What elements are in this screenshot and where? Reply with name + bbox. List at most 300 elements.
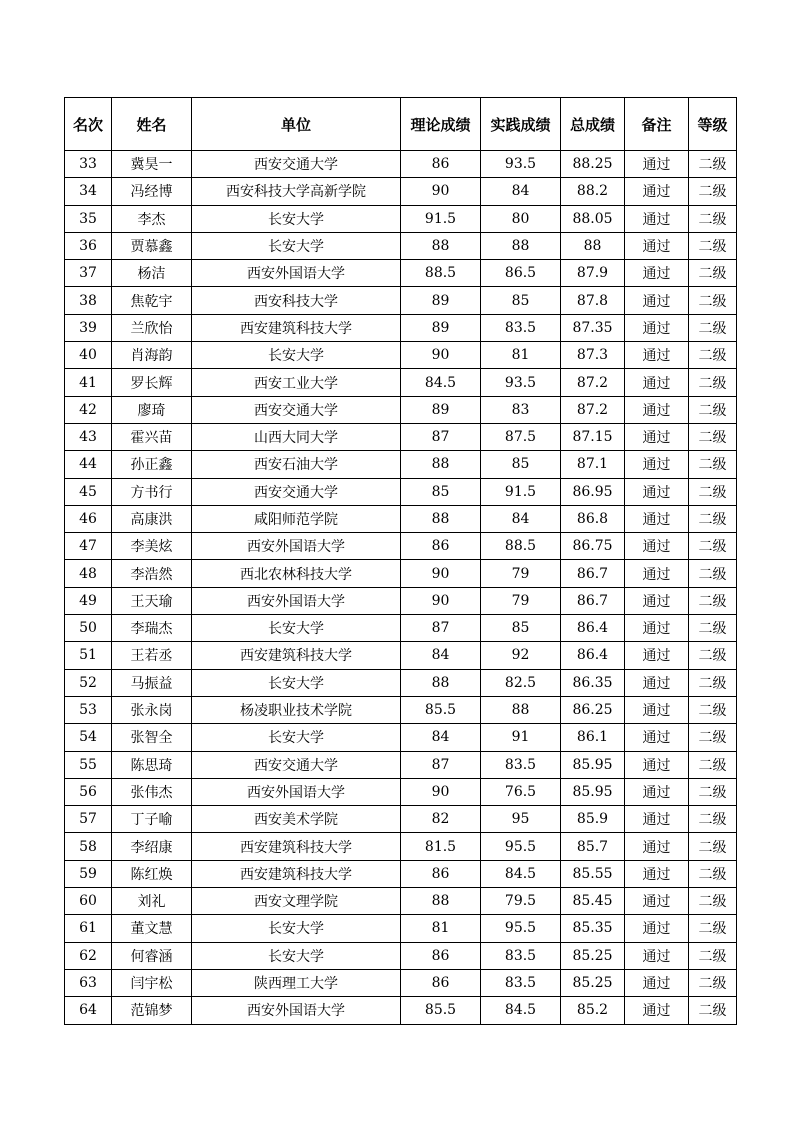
table-row xyxy=(65,615,737,642)
cell-name: 陈思琦 xyxy=(112,751,192,778)
cell-theory-score: 85.5 xyxy=(401,997,481,1024)
cell-practice-score: 84 xyxy=(481,505,561,532)
cell-theory-score: 88.5 xyxy=(401,260,481,287)
cell-theory-score: 84 xyxy=(401,724,481,751)
cell-rank: 64 xyxy=(65,997,112,1024)
cell-unit: 西安交通大学 xyxy=(192,151,401,178)
cell-level: 二级 xyxy=(689,314,737,341)
cell-total-score: 88.05 xyxy=(561,205,625,232)
cell-theory-score: 89 xyxy=(401,314,481,341)
cell-rank: 42 xyxy=(65,396,112,423)
cell-total-score: 87.35 xyxy=(561,314,625,341)
cell-name: 焦乾宇 xyxy=(112,287,192,314)
table-row xyxy=(65,696,737,723)
cell-unit: 长安大学 xyxy=(192,232,401,259)
table-row xyxy=(65,369,737,396)
cell-rank: 39 xyxy=(65,314,112,341)
cell-name: 张伟杰 xyxy=(112,778,192,805)
cell-rank: 35 xyxy=(65,205,112,232)
cell-name: 刘礼 xyxy=(112,888,192,915)
cell-level: 二级 xyxy=(689,696,737,723)
cell-rank: 58 xyxy=(65,833,112,860)
table-row xyxy=(65,587,737,614)
cell-total-score: 86.75 xyxy=(561,533,625,560)
cell-name: 孙正鑫 xyxy=(112,451,192,478)
cell-practice-score: 88 xyxy=(481,696,561,723)
table-header xyxy=(65,98,737,151)
cell-unit: 杨凌职业技术学院 xyxy=(192,696,401,723)
cell-unit: 西安建筑科技大学 xyxy=(192,314,401,341)
cell-remark: 通过 xyxy=(625,396,689,423)
table-row xyxy=(65,969,737,996)
table-row xyxy=(65,423,737,450)
cell-remark: 通过 xyxy=(625,751,689,778)
cell-name: 李美炫 xyxy=(112,533,192,560)
cell-total-score: 86.95 xyxy=(561,478,625,505)
cell-level: 二级 xyxy=(689,478,737,505)
cell-total-score: 86.25 xyxy=(561,696,625,723)
cell-theory-score: 90 xyxy=(401,178,481,205)
table-row xyxy=(65,669,737,696)
cell-name: 王天瑜 xyxy=(112,587,192,614)
cell-practice-score: 83 xyxy=(481,396,561,423)
cell-unit: 西安科技大学 xyxy=(192,287,401,314)
cell-practice-score: 83.5 xyxy=(481,969,561,996)
cell-total-score: 85.9 xyxy=(561,806,625,833)
cell-level: 二级 xyxy=(689,178,737,205)
cell-remark: 通过 xyxy=(625,505,689,532)
cell-name: 李瑞杰 xyxy=(112,615,192,642)
cell-practice-score: 84.5 xyxy=(481,997,561,1024)
cell-level: 二级 xyxy=(689,369,737,396)
cell-rank: 62 xyxy=(65,942,112,969)
cell-unit: 西安交通大学 xyxy=(192,751,401,778)
cell-remark: 通过 xyxy=(625,451,689,478)
cell-practice-score: 84 xyxy=(481,178,561,205)
cell-theory-score: 89 xyxy=(401,396,481,423)
cell-rank: 48 xyxy=(65,560,112,587)
cell-theory-score: 90 xyxy=(401,778,481,805)
cell-total-score: 86.7 xyxy=(561,587,625,614)
cell-theory-score: 91.5 xyxy=(401,205,481,232)
cell-practice-score: 85 xyxy=(481,451,561,478)
table-row xyxy=(65,533,737,560)
table-body xyxy=(65,151,737,1025)
header-unit: 单位 xyxy=(192,98,401,151)
cell-rank: 49 xyxy=(65,587,112,614)
cell-unit: 西安交通大学 xyxy=(192,478,401,505)
cell-total-score: 86.8 xyxy=(561,505,625,532)
cell-name: 高康洪 xyxy=(112,505,192,532)
cell-total-score: 86.4 xyxy=(561,642,625,669)
cell-name: 李杰 xyxy=(112,205,192,232)
cell-theory-score: 87 xyxy=(401,423,481,450)
cell-level: 二级 xyxy=(689,778,737,805)
cell-remark: 通过 xyxy=(625,969,689,996)
cell-name: 廖琦 xyxy=(112,396,192,423)
cell-unit: 西安建筑科技大学 xyxy=(192,833,401,860)
cell-rank: 52 xyxy=(65,669,112,696)
cell-total-score: 85.25 xyxy=(561,969,625,996)
cell-name: 闫宇松 xyxy=(112,969,192,996)
header-level: 等级 xyxy=(689,98,737,151)
cell-practice-score: 82.5 xyxy=(481,669,561,696)
table-row xyxy=(65,178,737,205)
table-row xyxy=(65,888,737,915)
cell-unit: 长安大学 xyxy=(192,342,401,369)
cell-theory-score: 90 xyxy=(401,587,481,614)
cell-total-score: 85.2 xyxy=(561,997,625,1024)
cell-total-score: 85.35 xyxy=(561,915,625,942)
cell-name: 罗长辉 xyxy=(112,369,192,396)
cell-level: 二级 xyxy=(689,260,737,287)
cell-practice-score: 83.5 xyxy=(481,314,561,341)
cell-remark: 通过 xyxy=(625,533,689,560)
table-row xyxy=(65,778,737,805)
cell-level: 二级 xyxy=(689,615,737,642)
cell-remark: 通过 xyxy=(625,860,689,887)
cell-practice-score: 76.5 xyxy=(481,778,561,805)
cell-rank: 61 xyxy=(65,915,112,942)
cell-practice-score: 93.5 xyxy=(481,369,561,396)
cell-remark: 通过 xyxy=(625,178,689,205)
cell-remark: 通过 xyxy=(625,423,689,450)
cell-unit: 西安建筑科技大学 xyxy=(192,642,401,669)
cell-level: 二级 xyxy=(689,669,737,696)
cell-practice-score: 88.5 xyxy=(481,533,561,560)
cell-practice-score: 95.5 xyxy=(481,833,561,860)
table-row xyxy=(65,342,737,369)
cell-theory-score: 86 xyxy=(401,151,481,178)
table-row xyxy=(65,314,737,341)
cell-total-score: 88.25 xyxy=(561,151,625,178)
cell-practice-score: 85 xyxy=(481,615,561,642)
table-row xyxy=(65,205,737,232)
cell-practice-score: 81 xyxy=(481,342,561,369)
cell-unit: 西安外国语大学 xyxy=(192,260,401,287)
cell-remark: 通过 xyxy=(625,369,689,396)
table-row xyxy=(65,260,737,287)
header-practice-score: 实践成绩 xyxy=(481,98,561,151)
table-row xyxy=(65,151,737,178)
cell-remark: 通过 xyxy=(625,287,689,314)
cell-name: 何睿涵 xyxy=(112,942,192,969)
cell-level: 二级 xyxy=(689,151,737,178)
cell-total-score: 87.1 xyxy=(561,451,625,478)
cell-rank: 51 xyxy=(65,642,112,669)
cell-theory-score: 88 xyxy=(401,232,481,259)
cell-level: 二级 xyxy=(689,915,737,942)
cell-name: 冯经博 xyxy=(112,178,192,205)
cell-unit: 西安科技大学高新学院 xyxy=(192,178,401,205)
cell-remark: 通过 xyxy=(625,342,689,369)
cell-total-score: 86.7 xyxy=(561,560,625,587)
results-table xyxy=(64,97,737,1025)
cell-theory-score: 86 xyxy=(401,533,481,560)
table-row xyxy=(65,997,737,1024)
cell-rank: 36 xyxy=(65,232,112,259)
cell-level: 二级 xyxy=(689,724,737,751)
cell-rank: 40 xyxy=(65,342,112,369)
cell-total-score: 86.4 xyxy=(561,615,625,642)
cell-practice-score: 88 xyxy=(481,232,561,259)
cell-practice-score: 84.5 xyxy=(481,860,561,887)
cell-theory-score: 88 xyxy=(401,888,481,915)
cell-remark: 通过 xyxy=(625,560,689,587)
table-row xyxy=(65,833,737,860)
cell-practice-score: 80 xyxy=(481,205,561,232)
cell-remark: 通过 xyxy=(625,615,689,642)
table-row xyxy=(65,451,737,478)
cell-rank: 41 xyxy=(65,369,112,396)
cell-rank: 45 xyxy=(65,478,112,505)
cell-name: 贾慕鑫 xyxy=(112,232,192,259)
cell-unit: 西安外国语大学 xyxy=(192,997,401,1024)
table-row xyxy=(65,396,737,423)
cell-level: 二级 xyxy=(689,451,737,478)
cell-rank: 43 xyxy=(65,423,112,450)
table-row xyxy=(65,287,737,314)
header-theory-score: 理论成绩 xyxy=(401,98,481,151)
cell-level: 二级 xyxy=(689,833,737,860)
cell-unit: 西安美术学院 xyxy=(192,806,401,833)
cell-remark: 通过 xyxy=(625,478,689,505)
cell-practice-score: 86.5 xyxy=(481,260,561,287)
cell-remark: 通过 xyxy=(625,997,689,1024)
table-row xyxy=(65,505,737,532)
cell-name: 范锦梦 xyxy=(112,997,192,1024)
cell-level: 二级 xyxy=(689,587,737,614)
header-rank: 名次 xyxy=(65,98,112,151)
cell-practice-score: 95.5 xyxy=(481,915,561,942)
cell-practice-score: 92 xyxy=(481,642,561,669)
cell-level: 二级 xyxy=(689,560,737,587)
cell-name: 马振益 xyxy=(112,669,192,696)
cell-rank: 38 xyxy=(65,287,112,314)
header-name: 姓名 xyxy=(112,98,192,151)
cell-total-score: 86.1 xyxy=(561,724,625,751)
cell-unit: 长安大学 xyxy=(192,942,401,969)
cell-rank: 53 xyxy=(65,696,112,723)
cell-level: 二级 xyxy=(689,942,737,969)
cell-remark: 通过 xyxy=(625,915,689,942)
cell-level: 二级 xyxy=(689,232,737,259)
cell-practice-score: 79 xyxy=(481,560,561,587)
cell-remark: 通过 xyxy=(625,724,689,751)
cell-rank: 55 xyxy=(65,751,112,778)
cell-level: 二级 xyxy=(689,860,737,887)
cell-name: 兰欣怡 xyxy=(112,314,192,341)
cell-remark: 通过 xyxy=(625,669,689,696)
cell-remark: 通过 xyxy=(625,314,689,341)
cell-practice-score: 79 xyxy=(481,587,561,614)
table-row xyxy=(65,751,737,778)
cell-unit: 西安石油大学 xyxy=(192,451,401,478)
cell-name: 李绍康 xyxy=(112,833,192,860)
cell-remark: 通过 xyxy=(625,642,689,669)
cell-theory-score: 87 xyxy=(401,751,481,778)
cell-level: 二级 xyxy=(689,287,737,314)
cell-name: 王若丞 xyxy=(112,642,192,669)
cell-unit: 长安大学 xyxy=(192,724,401,751)
cell-unit: 西安交通大学 xyxy=(192,396,401,423)
cell-level: 二级 xyxy=(689,423,737,450)
cell-total-score: 85.95 xyxy=(561,778,625,805)
cell-theory-score: 85 xyxy=(401,478,481,505)
cell-unit: 西安建筑科技大学 xyxy=(192,860,401,887)
cell-practice-score: 79.5 xyxy=(481,888,561,915)
cell-remark: 通过 xyxy=(625,587,689,614)
cell-rank: 60 xyxy=(65,888,112,915)
cell-practice-score: 83.5 xyxy=(481,942,561,969)
cell-unit: 长安大学 xyxy=(192,205,401,232)
table-row xyxy=(65,860,737,887)
cell-rank: 46 xyxy=(65,505,112,532)
cell-theory-score: 90 xyxy=(401,342,481,369)
cell-total-score: 88 xyxy=(561,232,625,259)
cell-unit: 咸阳师范学院 xyxy=(192,505,401,532)
cell-name: 张智全 xyxy=(112,724,192,751)
cell-name: 肖海韵 xyxy=(112,342,192,369)
cell-unit: 西北农林科技大学 xyxy=(192,560,401,587)
cell-unit: 长安大学 xyxy=(192,615,401,642)
cell-theory-score: 88 xyxy=(401,451,481,478)
cell-unit: 西安外国语大学 xyxy=(192,778,401,805)
cell-remark: 通过 xyxy=(625,205,689,232)
cell-unit: 西安外国语大学 xyxy=(192,587,401,614)
cell-rank: 57 xyxy=(65,806,112,833)
cell-total-score: 87.15 xyxy=(561,423,625,450)
cell-theory-score: 90 xyxy=(401,560,481,587)
cell-total-score: 87.9 xyxy=(561,260,625,287)
cell-level: 二级 xyxy=(689,806,737,833)
cell-name: 杨洁 xyxy=(112,260,192,287)
cell-practice-score: 91.5 xyxy=(481,478,561,505)
cell-level: 二级 xyxy=(689,969,737,996)
cell-theory-score: 88 xyxy=(401,505,481,532)
table-row xyxy=(65,642,737,669)
cell-name: 丁子喻 xyxy=(112,806,192,833)
cell-unit: 陕西理工大学 xyxy=(192,969,401,996)
cell-remark: 通过 xyxy=(625,696,689,723)
cell-name: 冀昊一 xyxy=(112,151,192,178)
cell-level: 二级 xyxy=(689,342,737,369)
table-row xyxy=(65,942,737,969)
cell-rank: 56 xyxy=(65,778,112,805)
cell-rank: 33 xyxy=(65,151,112,178)
cell-theory-score: 81.5 xyxy=(401,833,481,860)
cell-level: 二级 xyxy=(689,533,737,560)
cell-remark: 通过 xyxy=(625,260,689,287)
cell-rank: 34 xyxy=(65,178,112,205)
cell-name: 李浩然 xyxy=(112,560,192,587)
cell-theory-score: 89 xyxy=(401,287,481,314)
cell-total-score: 85.25 xyxy=(561,942,625,969)
table-row xyxy=(65,724,737,751)
cell-unit: 西安工业大学 xyxy=(192,369,401,396)
cell-practice-score: 83.5 xyxy=(481,751,561,778)
table-row xyxy=(65,806,737,833)
cell-rank: 59 xyxy=(65,860,112,887)
cell-remark: 通过 xyxy=(625,833,689,860)
cell-name: 董文慧 xyxy=(112,915,192,942)
cell-remark: 通过 xyxy=(625,942,689,969)
cell-level: 二级 xyxy=(689,751,737,778)
cell-rank: 63 xyxy=(65,969,112,996)
cell-total-score: 87.3 xyxy=(561,342,625,369)
cell-name: 张永岗 xyxy=(112,696,192,723)
cell-total-score: 85.45 xyxy=(561,888,625,915)
cell-practice-score: 85 xyxy=(481,287,561,314)
cell-total-score: 85.55 xyxy=(561,860,625,887)
table-row xyxy=(65,560,737,587)
table-row xyxy=(65,478,737,505)
cell-rank: 50 xyxy=(65,615,112,642)
cell-level: 二级 xyxy=(689,642,737,669)
cell-theory-score: 86 xyxy=(401,969,481,996)
cell-theory-score: 85.5 xyxy=(401,696,481,723)
table-row xyxy=(65,915,737,942)
cell-total-score: 87.2 xyxy=(561,369,625,396)
cell-practice-score: 93.5 xyxy=(481,151,561,178)
cell-level: 二级 xyxy=(689,997,737,1024)
cell-theory-score: 86 xyxy=(401,942,481,969)
cell-rank: 44 xyxy=(65,451,112,478)
cell-remark: 通过 xyxy=(625,778,689,805)
cell-rank: 47 xyxy=(65,533,112,560)
cell-total-score: 86.35 xyxy=(561,669,625,696)
cell-theory-score: 81 xyxy=(401,915,481,942)
cell-remark: 通过 xyxy=(625,232,689,259)
cell-unit: 长安大学 xyxy=(192,915,401,942)
header-total-score: 总成绩 xyxy=(561,98,625,151)
cell-total-score: 88.2 xyxy=(561,178,625,205)
cell-level: 二级 xyxy=(689,205,737,232)
cell-unit: 山西大同大学 xyxy=(192,423,401,450)
header-remark: 备注 xyxy=(625,98,689,151)
header-row xyxy=(65,98,737,151)
cell-unit: 长安大学 xyxy=(192,669,401,696)
cell-remark: 通过 xyxy=(625,806,689,833)
cell-total-score: 85.7 xyxy=(561,833,625,860)
cell-total-score: 87.8 xyxy=(561,287,625,314)
cell-theory-score: 84 xyxy=(401,642,481,669)
cell-unit: 西安外国语大学 xyxy=(192,533,401,560)
cell-theory-score: 88 xyxy=(401,669,481,696)
cell-name: 陈红焕 xyxy=(112,860,192,887)
cell-remark: 通过 xyxy=(625,888,689,915)
cell-theory-score: 84.5 xyxy=(401,369,481,396)
cell-practice-score: 91 xyxy=(481,724,561,751)
cell-level: 二级 xyxy=(689,396,737,423)
cell-theory-score: 82 xyxy=(401,806,481,833)
cell-total-score: 85.95 xyxy=(561,751,625,778)
cell-practice-score: 95 xyxy=(481,806,561,833)
cell-total-score: 87.2 xyxy=(561,396,625,423)
cell-level: 二级 xyxy=(689,505,737,532)
cell-remark: 通过 xyxy=(625,151,689,178)
cell-theory-score: 86 xyxy=(401,860,481,887)
cell-unit: 西安文理学院 xyxy=(192,888,401,915)
cell-rank: 54 xyxy=(65,724,112,751)
cell-name: 霍兴苗 xyxy=(112,423,192,450)
cell-name: 方书行 xyxy=(112,478,192,505)
cell-level: 二级 xyxy=(689,888,737,915)
cell-practice-score: 87.5 xyxy=(481,423,561,450)
cell-theory-score: 87 xyxy=(401,615,481,642)
table-row xyxy=(65,232,737,259)
cell-rank: 37 xyxy=(65,260,112,287)
